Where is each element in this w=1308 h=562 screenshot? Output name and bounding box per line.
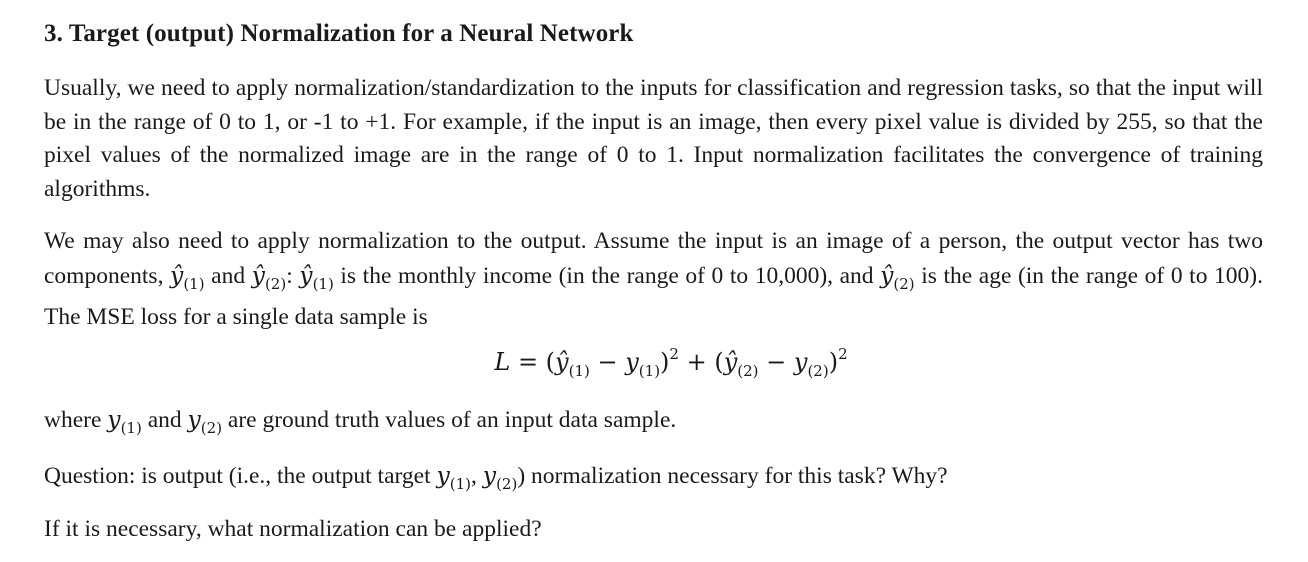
where-line: where $y_{(1)}$ and $y_{(2)}$ are ground truth values of an input data sample. — [44, 405, 677, 437]
symbol-y1-q: $y_{(1)}$ — [436, 461, 472, 493]
mse-loss-equation: $L = (ŷ_{(1)} - y_{(1)})^2$ + $(ŷ_{(2)} - y_{(2)})^2$ — [494, 345, 848, 380]
para2-text-5: is the age (in the range of 0 to 100). The MSE loss for a single data sample is — [44, 262, 1263, 330]
para2-text-4: is the monthly income (in the range of 0 to 10,000), and — [333, 262, 881, 289]
symbol-yhat1-b: $ŷ_{(1)}$ — [299, 260, 334, 293]
para2-text-3: : — [286, 262, 300, 289]
symbol-yhat1: $ŷ_{(1)}$ — [170, 260, 205, 293]
paragraph-input-normalization: Usually, we need to apply normalization/standardization to the inputs for classification and regression tasks, so that the input will be in the range of 0 to 1, or -1 to +1. For example, if the input is an image, then every pixel value is divided by 255, so that the pixel values of the normalized image are in the range of 0 to 1. Input normalization facilitates the convergence of training algorithms. — [44, 75, 1263, 202]
followup-question-line: If it is necessary, what normalization can be applied? — [44, 516, 542, 542]
symbol-y1: $y_{(1)}$ — [107, 405, 142, 437]
section-title: 3. Target (output) Normalization for a Neural Network — [44, 20, 634, 47]
question-line: Question: is output (i.e., the output target $y_{(1)}$, $y_{(2)}$) normalization necessary for this task? Why? — [44, 461, 948, 493]
symbol-yhat2: $ŷ_{(2)}$ — [251, 260, 287, 293]
symbol-y2-q: $y_{(2)}$ — [482, 461, 518, 493]
symbol-y2: $y_{(2)}$ — [187, 405, 223, 437]
para2-text-2: and — [204, 262, 252, 289]
para2-text-1: We may also need to apply normalization to the output. Assume the input is an image of a person, the output vector has two components, — [44, 228, 1263, 289]
paragraph-output-normalization — [44, 225, 1263, 335]
symbol-yhat2-b: $ŷ_{(2)}$ — [880, 260, 915, 293]
